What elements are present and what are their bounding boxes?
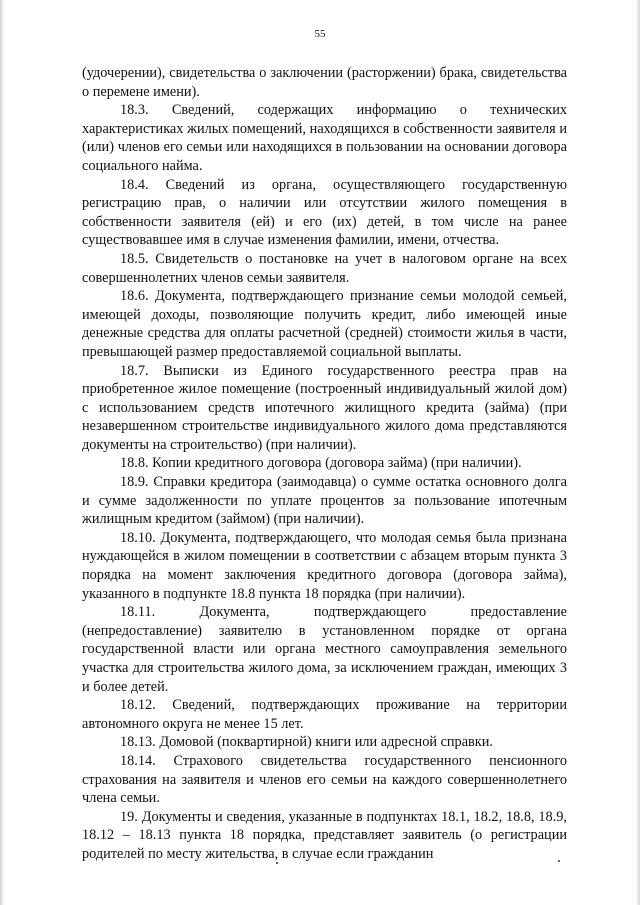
paragraph-18-9: 18.9. Справки кредитора (заимодавца) о сумме остатка основного долга и сумме задолженности по уплате процентов за пользование ипотечным жилищным кредитом (займом) (при наличии). bbox=[82, 474, 567, 528]
paragraph-18-10: 18.10. Документа, подтверждающего, что молодая семья была признана нуждающейся в жилом помещении в соответствии с абзацем вторым пункта 3 порядка на момент заключения кредитного договора (договора займа), указанного в подпункте 18.8 пункта 18 порядка (при наличии). bbox=[82, 529, 567, 602]
scan-edge-right bbox=[635, 0, 640, 905]
paragraph-18-5: 18.5. Свидетельств о постановке на учет в налоговом органе на всех совершеннолетних членов семьи заявителя. bbox=[82, 250, 567, 286]
paragraph-18-6: 18.6. Документа, подтверждающего признание семьи молодой семьей, имеющей доходы, позволяющие получить кредит, либо имеющей иные денежные средства для оплаты расчетной (средней) стоимости жилья в части, превышающей размер предоставляемой социальной выплаты. bbox=[82, 288, 567, 360]
scan-speck bbox=[558, 860, 560, 862]
paragraph-18-4: 18.4. Сведений из органа, осуществляющего государственную регистрацию прав, о наличии или отсутствии жилого помещения в собственности заявителя (ей) и его (их) детей, в том числе на ранее существовавшее имя в случае изменения фамилии, имени, отчества. bbox=[82, 176, 567, 249]
paragraph-18-8: 18.8. Копии кредитного договора (договора займа) (при наличии). bbox=[120, 455, 522, 472]
scan-speck bbox=[276, 862, 278, 864]
scan-edge-left bbox=[0, 0, 5, 905]
paragraph-18-12: 18.12. Сведений, подтверждающих проживание на территории автономного округа не менее 15 лет. bbox=[82, 697, 567, 732]
paragraph-18-7: 18.7. Выписки из Единого государственного реестра прав на приобретенное жилое помещение (построенный индивидуальный жилой дом) с использованием средств ипотечного жилищного кредита (займа) (при незавершенном строительстве индивидуального жилого дома представляются документы на строительство) (при наличии). bbox=[82, 362, 567, 453]
page-number: 55 bbox=[314, 28, 326, 40]
paragraph-18-14: 18.14. Страхового свидетельства государственного пенсионного страхования на заявителя и членов его семьи на каждого совершеннолетнего члена семьи. bbox=[82, 752, 567, 807]
paragraph-18-3: 18.3. Сведений, содержащих информацию о технических характеристиках жилых помещений, находящихся в собственности заявителя и (или) членов его семьи или находящихся в пользовании на основании договора социального найма. bbox=[82, 102, 567, 174]
paragraph-19: 19. Документы и сведения, указанные в подпунктах 18.1, 18.2, 18.8, 18.9, 18.12 – 18.13 пункта 18 порядка, представляет заявитель (о регистрации родителей по месту жительства, в случае если гражданин bbox=[82, 808, 567, 862]
paragraph-18-13: 18.13. Домовой (поквартирной) книги или адресной справки. bbox=[120, 734, 493, 751]
paragraph-18-11: 18.11. Документа, подтверждающего предоставление (непредоставление) заявителю в установленном порядке от органа государственной власти или органа местного самоуправления земельного участка для строительства жилого дома, за исключением граждан, имеющих 3 и более детей. bbox=[82, 604, 567, 695]
document-body bbox=[82, 64, 567, 864]
paragraph-continuation: (удочерении), свидетельства о заключении (расторжении) брака, свидетельства о перемене имени). bbox=[82, 65, 567, 100]
